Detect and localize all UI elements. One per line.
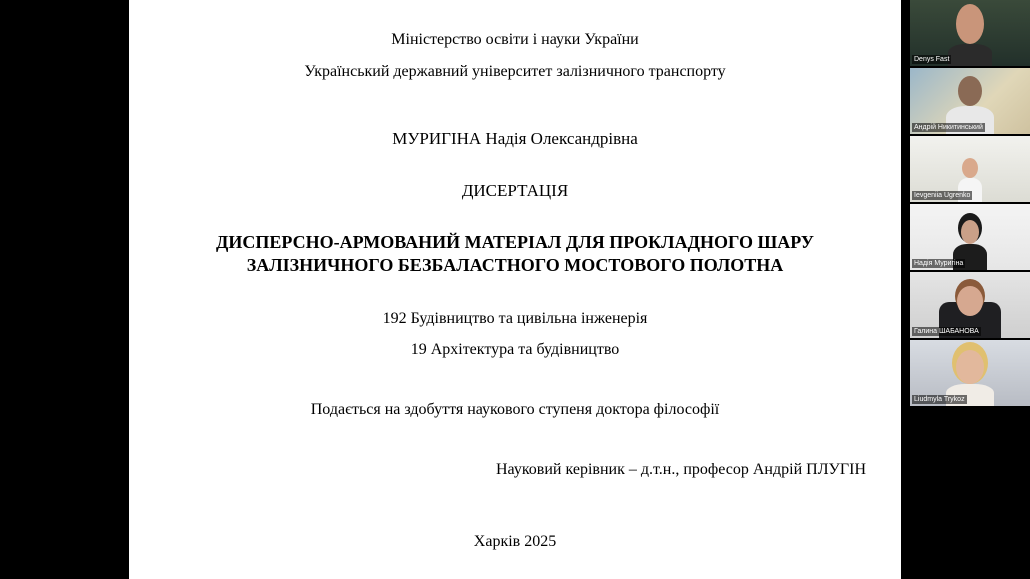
participant-tile[interactable] — [910, 272, 1030, 338]
specialty-line-1: 192 Будівництво та цивільна інженерія — [382, 310, 648, 327]
university-line: Український державний університет залізничного транспорту — [304, 63, 726, 80]
participant-name: Denys Fast — [914, 56, 950, 63]
author-name: МУРИГІНА Надія Олександрівна — [392, 129, 638, 148]
ministry-line: Міністерство освіти і науки України — [391, 31, 639, 48]
dissertation-title-line-2: ЗАЛІЗНИЧНОГО БЕЗБАЛАСТНОГО МОСТОВОГО ПОЛОТНА — [246, 255, 784, 275]
supervisor-line: Науковий керівник – д.т.н., професор Андрій ПЛУГІН — [495, 461, 866, 478]
participant-name: Надія Муригіна — [914, 260, 964, 267]
shared-document-page — [129, 0, 901, 579]
document-type: ДИСЕРТАЦІЯ — [461, 181, 569, 200]
participant-name: Liudmyla Trykoz — [914, 396, 965, 403]
participant-name: Ievgeniia Ugrenko — [914, 192, 971, 199]
city-year-line: Харків 2025 — [473, 533, 557, 550]
participant-name: Галина ШАБАНОВА — [914, 328, 979, 335]
participant-tile[interactable] — [910, 204, 1030, 270]
specialty-line-2: 19 Архітектура та будівництво — [410, 341, 620, 358]
degree-line: Подається на здобуття наукового ступеня доктора філософії — [310, 401, 720, 418]
participants-panel — [908, 0, 1030, 579]
participant-tile[interactable] — [910, 136, 1030, 202]
participant-tile[interactable] — [910, 0, 1030, 66]
participant-tile[interactable] — [910, 340, 1030, 406]
dissertation-title-line-1: ДИСПЕРСНО-АРМОВАНИЙ МАТЕРІАЛ ДЛЯ ПРОКЛАДНОГО ШАРУ — [215, 232, 814, 252]
participant-tile[interactable] — [910, 68, 1030, 134]
participant-name: Андрій Никитинський — [914, 124, 983, 131]
